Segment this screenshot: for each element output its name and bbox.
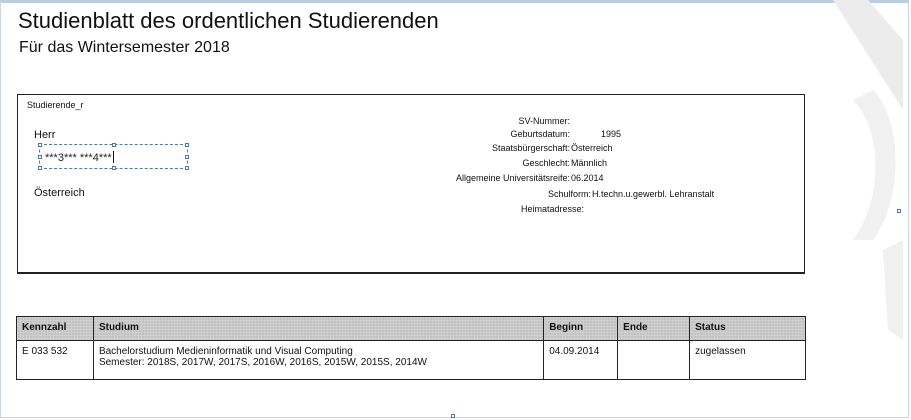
field-label: Schulform:: [547, 189, 591, 199]
field-label: SV-Nummer:: [518, 116, 570, 126]
table-row: [17, 341, 806, 380]
salutation: Herr: [34, 129, 56, 141]
cell-ende: [618, 341, 690, 380]
page-title: Studienblatt des ordentlichen Studierenden: [18, 8, 439, 33]
field-value: Österreich: [571, 143, 613, 153]
header-status: Status: [690, 317, 806, 341]
table-header-row: [17, 317, 806, 341]
address-country: Österreich: [34, 187, 85, 199]
student-info-box: [17, 94, 805, 274]
field-universitaetsreife: [18, 173, 806, 185]
field-geburtsdatum: [18, 129, 806, 141]
header-kennzahl: Kennzahl: [17, 317, 94, 341]
field-geschlecht: [18, 158, 806, 170]
field-value: 1995: [601, 129, 622, 139]
cell-kennzahl: E 033 532: [17, 341, 94, 380]
header-ende: Ende: [618, 317, 690, 341]
field-label: Allgemeine Universitätsreife:: [455, 173, 570, 183]
header-studium: Studium: [93, 317, 543, 341]
field-value: Männlich: [571, 158, 608, 168]
field-value: 06.2014: [571, 173, 604, 183]
field-sv-nummer: [18, 116, 806, 128]
field-heimatadresse: [18, 204, 806, 216]
page-resize-handle[interactable]: [897, 209, 901, 213]
cell-beginn: 04.09.2014: [544, 341, 618, 380]
study-name: Bachelorstudium Medieninformatik und Visual Computing: [98, 346, 353, 357]
field-label: Geschlecht:: [522, 158, 570, 168]
field-value: H.techn.u.gewerbl. Lehranstalt: [592, 189, 715, 199]
watermark-graphic: [813, 0, 903, 420]
field-label: Heimatadresse:: [520, 204, 584, 214]
cell-studium: [93, 341, 543, 380]
field-staatsbuergerschaft: [18, 143, 806, 155]
header-beginn: Beginn: [544, 317, 618, 341]
name-value: ***3*** ***4***: [45, 152, 112, 164]
page-resize-handle-bottom[interactable]: [451, 414, 455, 418]
study-semesters: Semester: 2018S, 2017W, 2017S, 2016W, 2016S, 2015W, 2015S, 2014W: [98, 357, 427, 368]
study-table: [16, 316, 806, 380]
field-label: Geburtsdatum:: [510, 129, 570, 139]
field-label: Staatsbürgerschaft:: [491, 143, 570, 153]
cell-status: zugelassen: [690, 341, 806, 380]
page-subtitle: Für das Wintersemester 2018: [19, 39, 230, 56]
box-label: Studierende_r: [27, 100, 84, 110]
field-schulform: [18, 189, 806, 201]
